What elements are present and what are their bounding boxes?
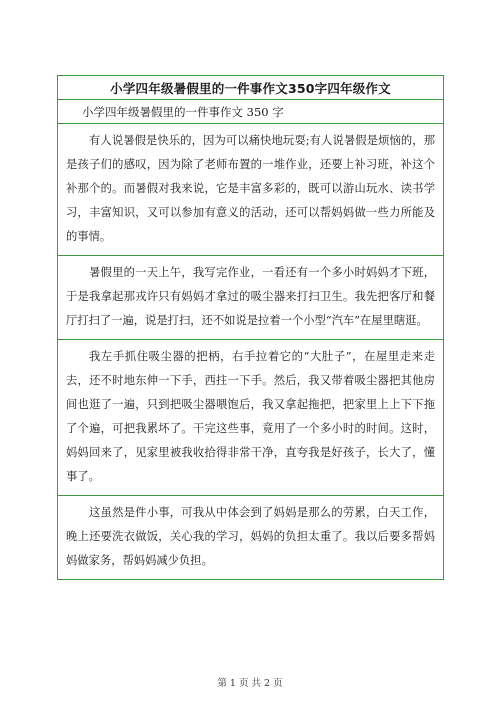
page-number-footer: 第 1 页 共 2 页: [217, 678, 283, 689]
document-subtitle: 小学四年级暑假里的一件事作文 350 字: [58, 99, 443, 123]
paragraph-3: 我左手抓住吸尘器的把柄，右手拉着它的“大肚子”，在屋里走来走去，还不时地东伸一下手，西拄一下手。然后，我又带着吸尘器把其他房间也逛了一遍，只到把吸尘器喂饱后，我又拿起拖把，把家里上上下下拖了个遍，可把我累坏了。干完这些事，竟用了一个多小时的时间。这时，妈妈回来了，见家里被我收拾得非常干净，直夸我是好孩子，长大了，懂事了。: [58, 339, 443, 495]
paragraph-1: 有人说暑假是快乐的，因为可以痛快地玩耍;有人说暑假是烦恼的，那是孩子们的感叹，因为除了老师布置的一堆作业，还要上补习班，补这个补那个的。而暑假对我来说，它是丰富多彩的，既可以游山玩水、读书学习，丰富知识，又可以参加有意义的活动，还可以帮妈妈做一些力所能及的事情。: [58, 123, 443, 255]
essay-table: [57, 75, 444, 580]
paragraph-4: 这虽然是件小事，可我从中体会到了妈妈是那么的劳累，白天工作，晚上还要洗衣做饭，关心我的学习，妈妈的负担太重了。我以后要多帮妈妈做家务，帮妈妈减少负担。: [58, 495, 443, 579]
paragraph-2: 暑假里的一天上午，我写完作业，一看还有一个多小时妈妈才下班，于是我拿起那戎许只有妈妈才拿过的吸尘器来打扫卫生。我先把客厅和餐厅打扫了一遍，说是打扫，还不如说是拉着一个小型“汽车”在屋里瞎逛。: [58, 255, 443, 339]
document-title: 小学四年级暑假里的一件事作文350字四年级作文: [110, 80, 391, 96]
